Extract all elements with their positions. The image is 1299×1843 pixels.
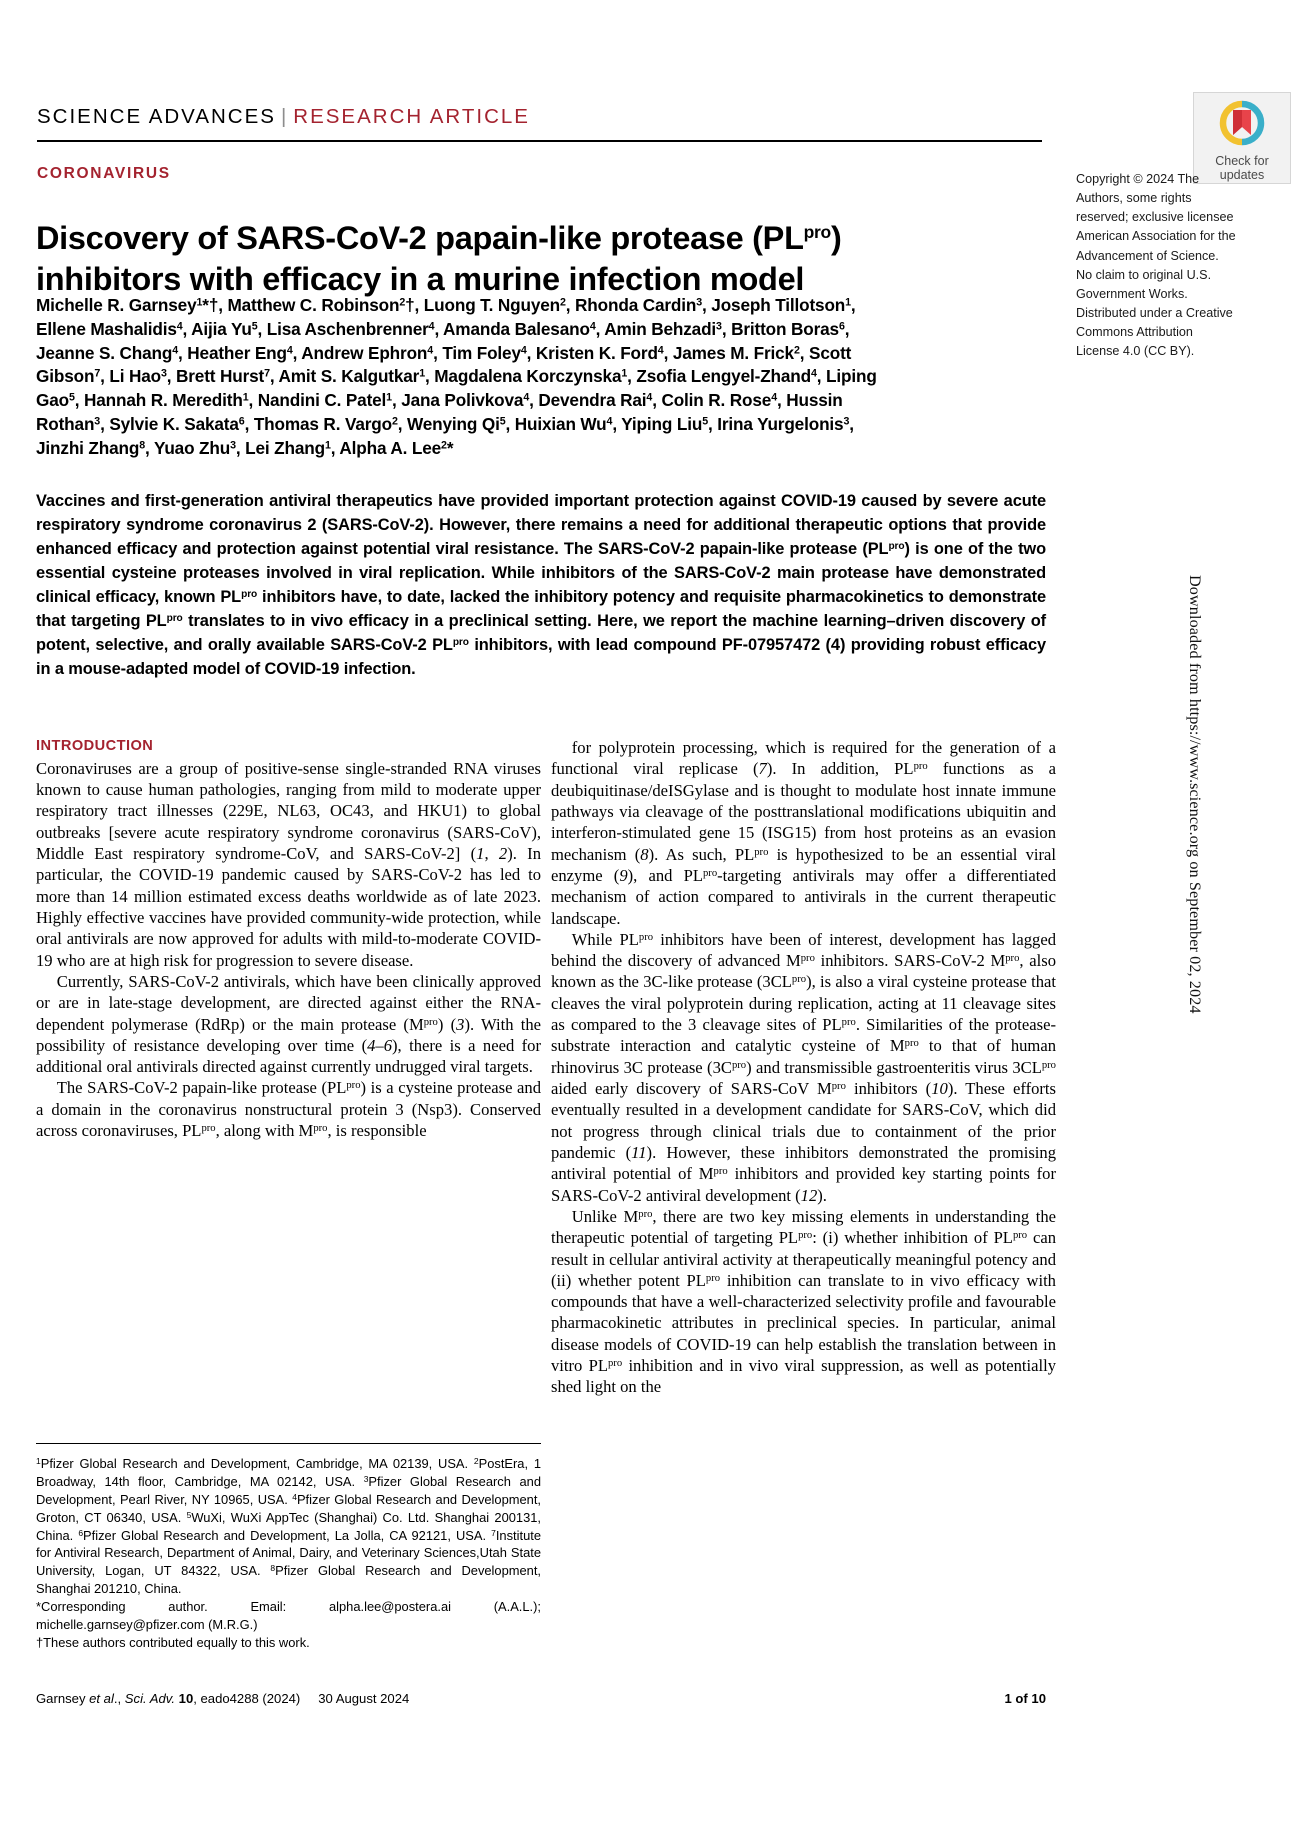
body-column-left [36, 737, 541, 1427]
body-paragraph: While $PL^{pro}$ inhibitors have been of interest, development has lagged behind the discovery of advanced $M^{pro}$ inhibitors. SARS-CoV-2 $M^{pro}$, also known as the 3C-like protease $(3CL^{pro})$, is also a viral cysteine protease that cleaves the viral polyprotein during replication, acting at 11 cleavage sites as compared to the 3 cleavage sites of $PL^{pro}$. Similarities of the protease-substrate interaction and catalytic cysteine of $M^{pro}$ to that of human rhinovirus 3C protease $(3C^{pro})$ and transmissible gastroenteritis virus $3CL^{pro}$ aided early discovery of SARS-CoV $M^{pro}$ inhibitors (10). These efforts eventually resulted in a development candidate for SARS-CoV, which did not progress through clinical trials due to containment of the prior pandemic (11). However, these inhibitors demonstrated the promising antiviral potential of $M^{pro}$ inhibitors and provided key starting points for SARS-CoV-2 antiviral development (12). [551, 929, 1057, 1205]
abstract: Vaccines and first-generation antiviral therapeutics have provided important protection against COVID-19 caused by severe acute respiratory syndrome coronavirus 2 (SARS-CoV-2). However, there remains a need for additional therapeutic options that provide enhanced efficacy and protection against potential viral resistance. The SARS-CoV-2 papain-like protease $(PL^{pro})$ is one of the two essential cysteine proteases involved in viral replication. While inhibitors of the SARS-CoV-2 main protease have demonstrated clinical efficacy, known $PL^{pro}$ inhibitors have, to date, lacked the inhibitory potency and requisite pharmacokinetics to demonstrate that targeting $PL^{pro}$ translates to in vivo efficacy in a preclinical setting. Here, we report the machine learning–driven discovery of potent, selective, and orally available SARS-CoV-2 $PL^{pro}$ inhibitors, with lead compound PF-07957472 (4) providing robust efficacy in a mouse-adapted model of COVID-19 infection. [36, 492, 1047, 679]
footer-date: 30 August 2024 [318, 1691, 410, 1706]
body-paragraph: The SARS-CoV-2 papain-like protease $(PL^{pro})$ is a cysteine protease and a domain in the coronavirus nonstructural protein 3 (Nsp3). Conserved across coronaviruses, $PL^{pro}$, along with $M^{pro}$, is responsible [36, 1078, 542, 1141]
copyright-notice: Copyright © 2024 The Authors, some rights reserved; exclusive licensee American Association for the Advancement of Science. No claim to original U.S. Government Works. Distributed under a Creative Commons Attribution License 4.0 (CC BY). [1076, 172, 1236, 359]
affiliations: $^1$Pfizer Global Research and Development, Cambridge, MA 02139, USA. $^2$PostEra, 1 Broadway, 14th floor, Cambridge, MA 02142, USA. $^3$Pfizer Global Research and Development, Pearl River, NY 10965, USA. $^4$Pfizer Global Research and Development, Groton, CT 06340, USA. $^5$WuXi, WuXi AppTec (Shanghai) Co. Ltd. Shanghai 200131, China. $^6$Pfizer Global Research and Development, La Jolla, CA 92121, USA. $^7$Institute for Antiviral Research, Department of Animal, Dairy, and Veterinary Sciences,Utah State University, Logan, UT 84322, USA. $^8$Pfizer Global Research and Development, Shanghai 201210, China. [36, 1455, 542, 1597]
body-paragraph: Currently, SARS-CoV-2 antivirals, which have been clinically approved or are in late-stage development, are directed against either the RNA-dependent polymerase (RdRp) or the main protease $(M^{pro})$ (3). With the possibility of resistance developing over time (4–6), there is a need for additional oral antivirals directed against currently undrugged viral targets. [36, 971, 542, 1077]
section-heading-introduction: INTRODUCTION [36, 738, 154, 754]
right-column-paragraphs [551, 737, 1056, 1398]
article-type-label: RESEARCH ARTICLE [293, 105, 530, 128]
equal-contribution-note: †These authors contributed equally to this work. [36, 1634, 310, 1650]
journal-header [37, 105, 1042, 142]
crossmark-badge-icon [1218, 99, 1266, 152]
journal-name: SCIENCE ADVANCES [37, 105, 276, 128]
journal-header-title [37, 105, 1042, 129]
title-line1-part2: ) [830, 219, 842, 256]
footer-citation: Garnsey et al., Sci. Adv. 10, eado4288 (2024) [36, 1691, 301, 1706]
page-footer [36, 1691, 1046, 1706]
subject-kicker: CORONAVIRUS [37, 165, 171, 182]
footer-page-number: 1 of 10 [1004, 1691, 1046, 1706]
author-list: Michelle R. Garnsey$^1$*†, Matthew C. Robinson$^2$†, Luong T. Nguyen$^2$, Rhonda Cardin$^3$, Joseph Tillotson$^1$, Ellene Mashalidis$^4$, Aijia Yu$^5$, Lisa Aschenbrenner$^4$, Amanda Balesano$^4$, Amin Behzadi$^3$, Britton Boras$^6$, Jeanne S. Chang$^4$, Heather Eng$^4$, Andrew Ephron$^4$, Tim Foley$^4$, Kristen K. Ford$^4$, James M. Frick$^2$, Scott Gibson$^7$, Li Hao$^3$, Brett Hurst$^7$, Amit S. Kalgutkar$^1$, Magdalena Korczynska$^1$, Zsofia Lengyel-Zhand$^4$, Liping Gao$^5$, Hannah R. Meredith$^1$, Nandini C. Patel$^1$, Jana Polivkova$^4$, Devendra Rai$^4$, Colin R. Rose$^4$, Hussin Rothan$^3$, Sylvie K. Sakata$^6$, Thomas R. Vargo$^2$, Wenying Qi$^5$, Huixian Wu$^4$, Yiping Liu$^5$, Irina Yurgelonis$^3$, Jinzhi Zhang$^8$, Yuao Zhu$^3$, Lei Zhang$^1$, Alpha A. Lee$^2$* [36, 295, 877, 458]
body-paragraph: Coronaviruses are a group of positive-sense single-stranded RNA viruses known to cause human pathologies, ranging from mild to moderate upper respiratory tract illnesses (229E, NL63, OC43, and HKU1) to global outbreaks [severe acute respiratory syndrome coronavirus (SARS-CoV), Middle East respiratory syndrome-CoV, and SARS-CoV-2] (1, 2). In particular, the COVID-19 pandemic caused by SARS-CoV-2 has led to more than 14 million estimated excess deaths worldwide as of late 2023. Highly effective vaccines have provided community-wide protection, while oral antivirals are now approved for adults with mild-to-moderate COVID-19 who are at high risk for progression to severe disease. [36, 758, 541, 970]
footer-citation-group [36, 1691, 409, 1706]
title-line1-part1: Discovery of SARS-CoV-2 papain-like protease (PL [36, 219, 804, 256]
corresponding-author: *Corresponding author. Email: alpha.lee@postera.ai (A.A.L.); michelle.garnsey@pfizer.com (M.R.G.) [36, 1599, 541, 1632]
body-paragraph: Unlike $M^{pro}$, there are two key missing elements in understanding the therapeutic potential of targeting $PL^{pro}$: (i) whether inhibition of $PL^{pro}$ can result in cellular antiviral activity at therapeutically meaningful potency and (ii) whether potent $PL^{pro}$ inhibition can translate to in vivo efficacy with compounds that have a well-characterized selectivity profile and favourable pharmacokinetic attributes in preclinical species. In particular, animal disease models of COVID-19 can help establish the translation between in vitro $PL^{pro}$ inhibition and in vivo viral suppression, as well as potentially shed light on the [551, 1206, 1056, 1397]
title-superscript-pro: pro [803, 221, 831, 242]
crossmark-label-line1: Check for [1215, 154, 1269, 168]
intro-paragraphs [36, 758, 541, 1142]
crossmark-label-line2: updates [1219, 168, 1265, 182]
page-title [36, 218, 916, 300]
title-line2: inhibitors with efficacy in a murine infection model [36, 260, 805, 297]
download-watermark: Downloaded from https://www.science.org on September 02, 2024 [1186, 575, 1204, 1014]
body-column-right [551, 737, 1056, 1677]
footnotes-block [36, 1443, 541, 1652]
journal-header-separator: | [280, 105, 289, 128]
body-paragraph: for polyprotein processing, which is required for the generation of a functional viral replicase (7). In addition, $PL^{pro}$ functions as a deubiquitinase/deISGylase and is thought to modulate host innate immune pathways via cleavage of the posttranslational modifications ubiquitin and interferon-stimulated gene 15 (ISG15) from host proteins as an evasion mechanism (8). As such, $PL^{pro}$ is hypothesized to be an essential viral enzyme (9), and $PL^{pro}$-targeting antivirals may offer a differentiated mechanism of action compared to antivirals in the current therapeutic landscape. [551, 738, 1057, 928]
